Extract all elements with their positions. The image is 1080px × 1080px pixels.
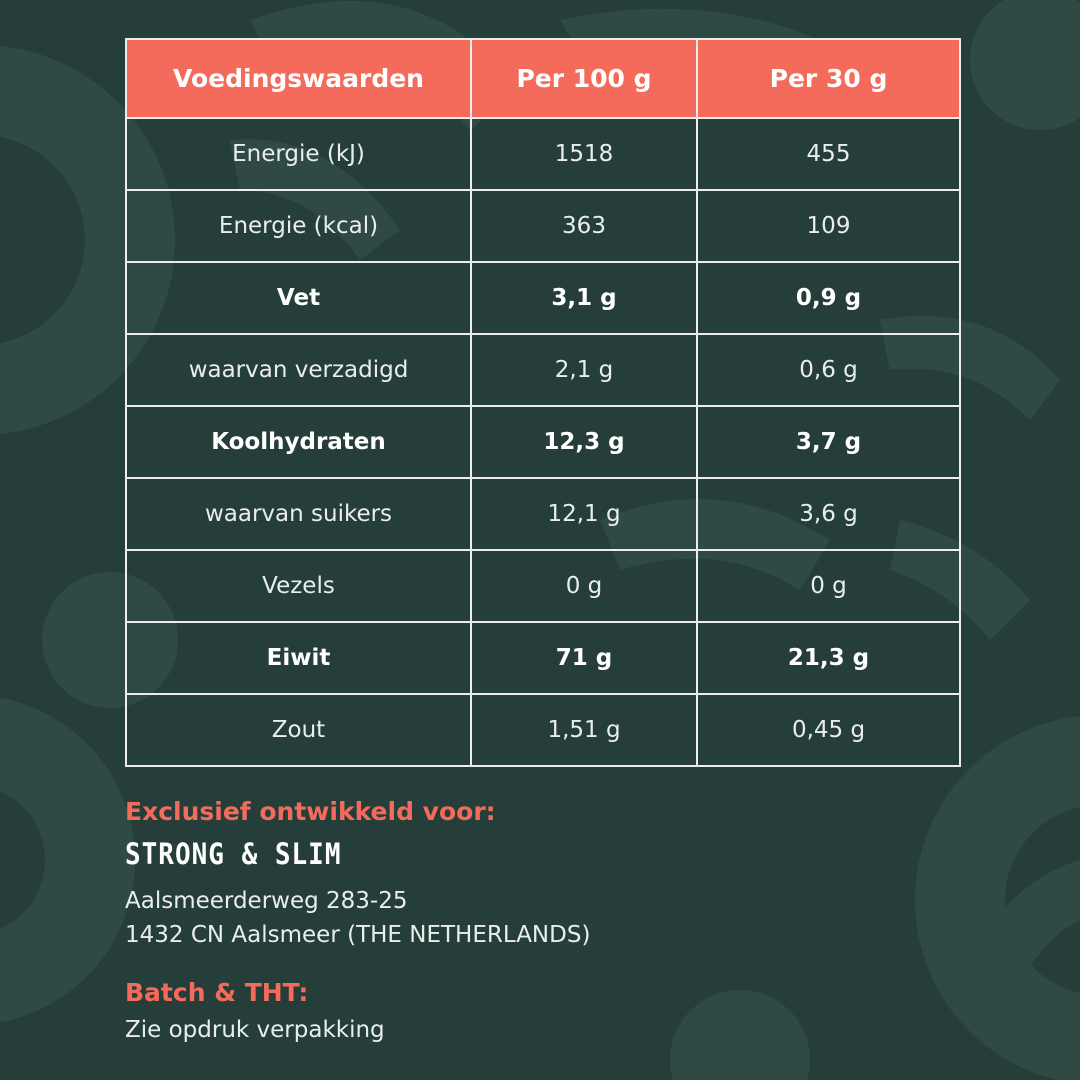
row-per100: 2,1 g — [471, 334, 697, 406]
row-per30: 21,3 g — [697, 622, 960, 694]
address-line-1: Aalsmeerderweg 283-25 — [125, 888, 408, 914]
nutrition-table — [125, 38, 961, 767]
row-label: waarvan suikers — [126, 478, 471, 550]
row-per30: 3,6 g — [697, 478, 960, 550]
row-label: Zout — [126, 694, 471, 766]
row-label: Energie (kJ) — [126, 118, 471, 190]
header-per-30g: Per 30 g — [697, 39, 960, 118]
developed-for-heading: Exclusief ontwikkeld voor: — [125, 797, 496, 826]
row-per100: 3,1 g — [471, 262, 697, 334]
table-row — [126, 550, 960, 622]
manufacturer-info — [125, 797, 1025, 1043]
row-label: Vet — [126, 262, 471, 334]
row-label: Vezels — [126, 550, 471, 622]
row-label: Koolhydraten — [126, 406, 471, 478]
table-row — [126, 622, 960, 694]
row-label: Eiwit — [126, 622, 471, 694]
brand-name: STRONG & SLIM — [125, 838, 342, 872]
row-per100: 1518 — [471, 118, 697, 190]
row-per30: 0 g — [697, 550, 960, 622]
row-per100: 12,3 g — [471, 406, 697, 478]
row-per100: 363 — [471, 190, 697, 262]
table-header-row — [126, 39, 960, 118]
address-line-2: 1432 CN Aalsmeer (THE NETHERLANDS) — [125, 922, 591, 948]
header-voedingswaarden: Voedingswaarden — [126, 39, 471, 118]
row-per30: 0,45 g — [697, 694, 960, 766]
row-label: Energie (kcal) — [126, 190, 471, 262]
row-per30: 3,7 g — [697, 406, 960, 478]
table-row — [126, 334, 960, 406]
row-per30: 0,9 g — [697, 262, 960, 334]
batch-text: Zie opdruk verpakking — [125, 1017, 385, 1043]
table-row — [126, 406, 960, 478]
row-per30: 109 — [697, 190, 960, 262]
table-row — [126, 694, 960, 766]
row-label: waarvan verzadigd — [126, 334, 471, 406]
batch-heading: Batch & THT: — [125, 978, 309, 1007]
table-row — [126, 118, 960, 190]
row-per30: 455 — [697, 118, 960, 190]
row-per100: 12,1 g — [471, 478, 697, 550]
row-per30: 0,6 g — [697, 334, 960, 406]
header-per-100g: Per 100 g — [471, 39, 697, 118]
row-per100: 1,51 g — [471, 694, 697, 766]
table-row — [126, 478, 960, 550]
row-per100: 0 g — [471, 550, 697, 622]
table-row — [126, 190, 960, 262]
table-row — [126, 262, 960, 334]
row-per100: 71 g — [471, 622, 697, 694]
